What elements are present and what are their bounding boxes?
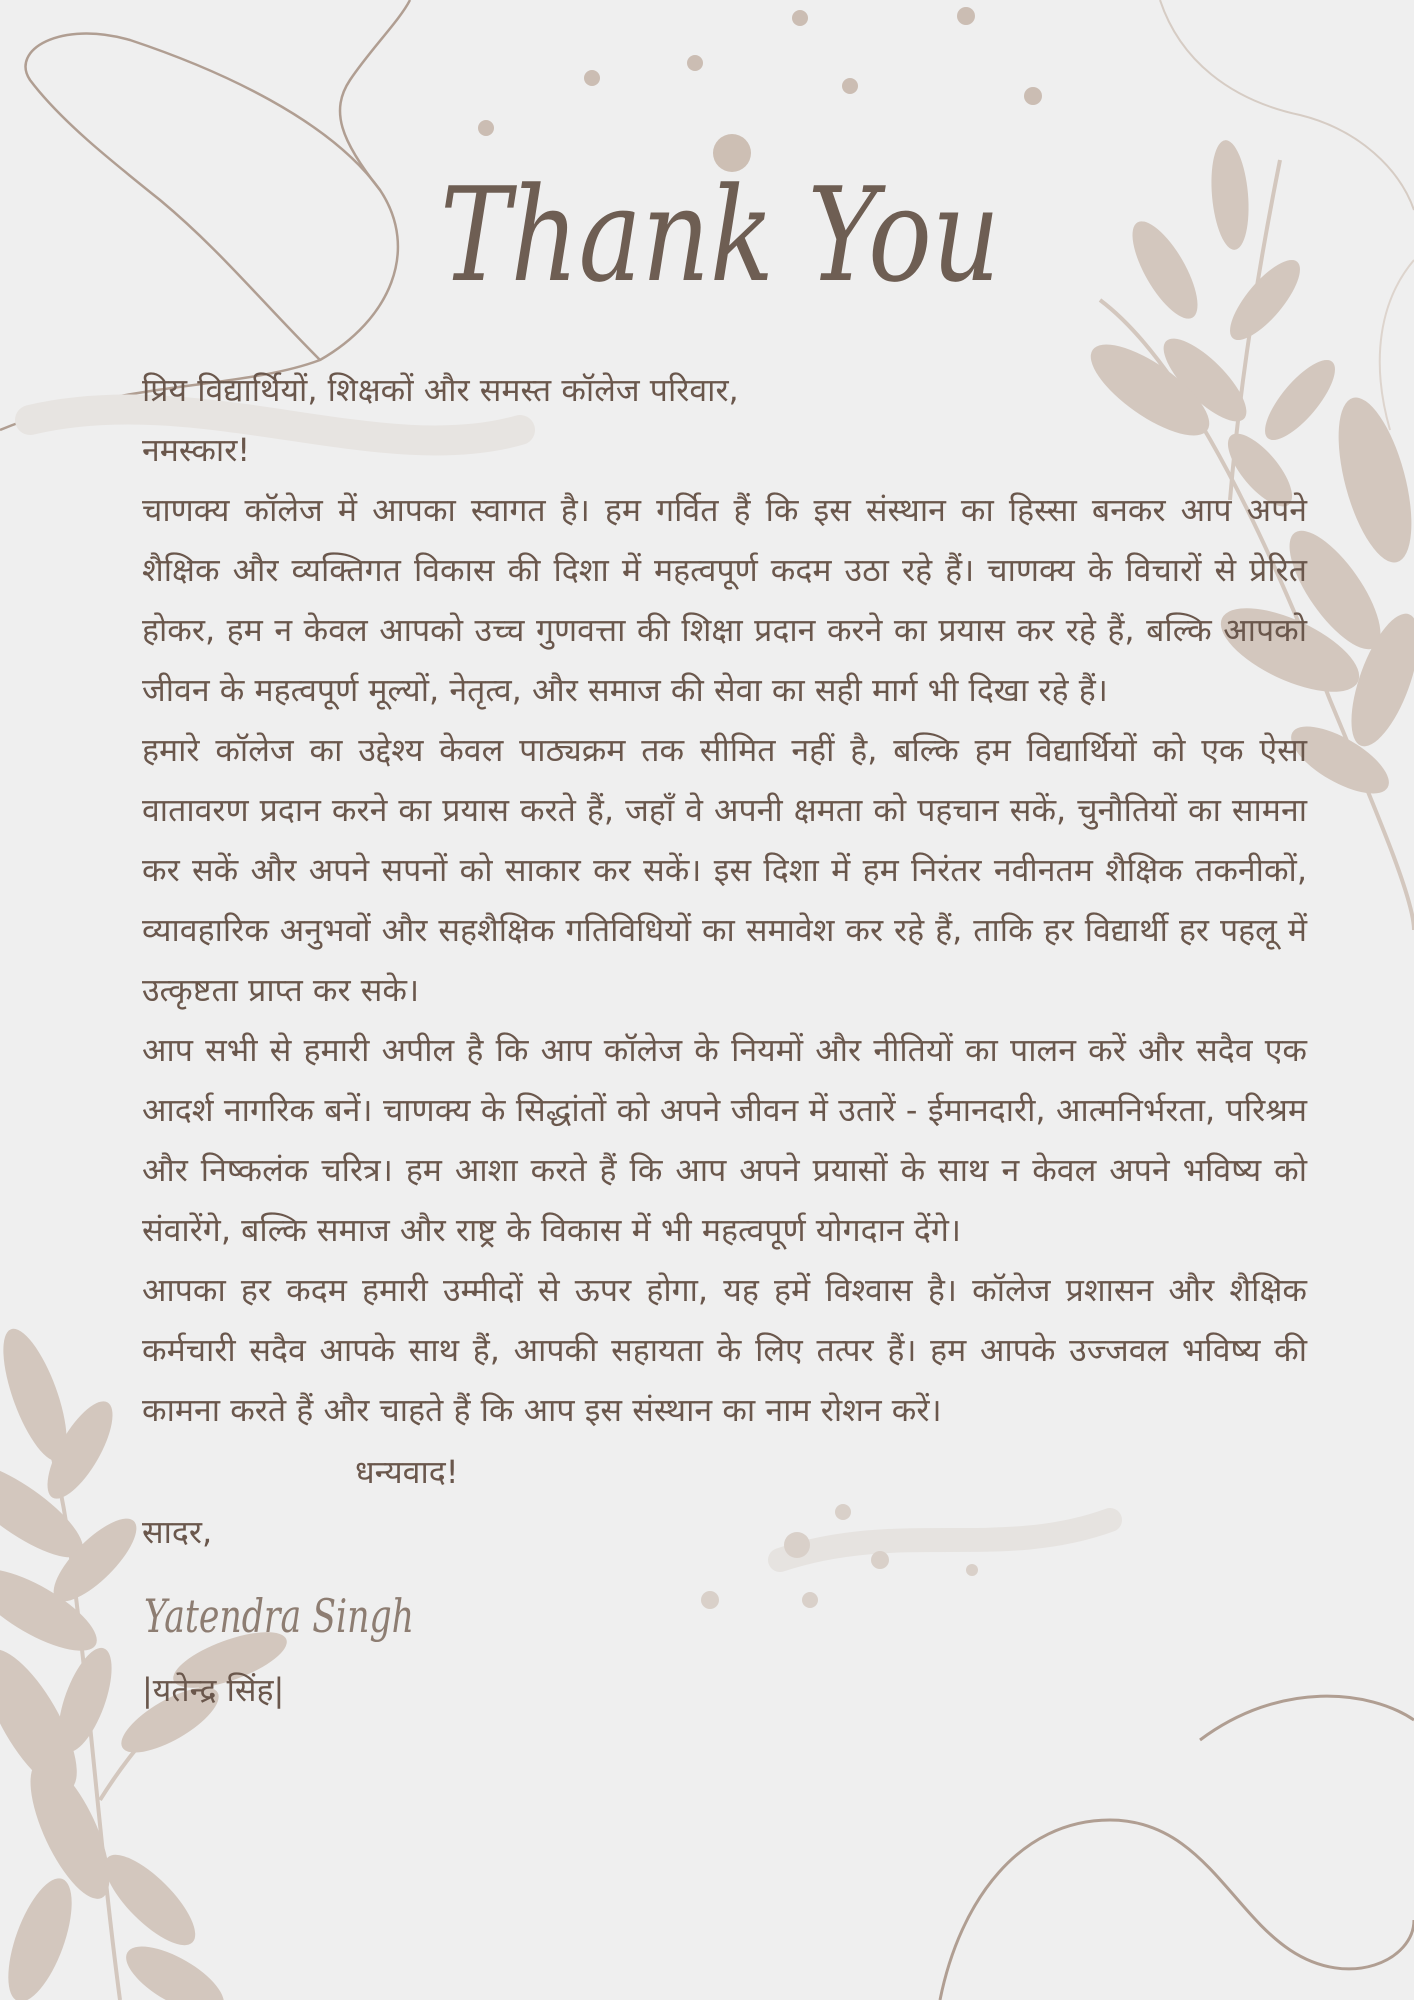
title-thank-you: [0, 90, 1414, 350]
title-text: Thank You: [440, 159, 1000, 311]
greeting: नमस्कार!: [142, 431, 251, 469]
paragraph-3: आप सभी से हमारी अपील है कि आप कॉलेज के नियमों और नीतियों का पालन करें और सदैव एक आदर्श नागरिक बनें। चाणक्य के सिद्धांतों को अपने जीवन में उतारें - ईमानदारी, आत्मनिर्भरता, परिश्रम और निष्कलंक चरित्र। हम आशा करते हैं कि आप अपने प्रयासों के साथ न केवल अपने भविष्य को संवारेंगे, बल्कि समाज और राष्ट्र के विकास में भी महत्वपूर्ण योगदान देंगे।: [142, 1031, 1307, 1249]
closing-line: सादर,: [142, 1513, 213, 1551]
paragraph-1: चाणक्य कॉलेज में आपका स्वागत है। हम गर्वित हैं कि इस संस्थान का हिस्सा बनकर आप अपने शैक्षिक और व्यक्तिगत विकास की दिशा में महत्वपूर्ण कदम उठा रहे हैं। चाणक्य के विचारों से प्रेरित होकर, हम न केवल आपको उच्च गुणवत्ता की शिक्षा प्रदान करने का प्रयास कर रहे हैं, बल्कि आपको जीवन के महत्वपूर्ण मूल्यों, नेतृत्व, और समाज की सेवा का सही मार्ग भी दिखा रहे हैं।: [142, 491, 1307, 709]
letter-body: [142, 360, 1307, 1720]
signature-text: Yatendra Singh: [144, 1589, 414, 1643]
paragraph-2: हमारे कॉलेज का उद्देश्य केवल पाठ्यक्रम तक सीमित नहीं है, बल्कि हम विद्यार्थियों को एक ऐसा वातावरण प्रदान करने का प्रयास करते हैं, जहाँ वे अपनी क्षमता को पहचान सकें, चुनौतियों का सामना कर सकें और अपने सपनों को साकार कर सकें। इस दिशा में हम निरंतर नवीनतम शैक्षिक तकनीकों, व्यावहारिक अनुभवों और सहशैक्षिक गतिविधियों का समावेश कर रहे हैं, ताकि हर विद्यार्थी हर पहलू में उत्कृष्टता प्राप्त कर सके।: [142, 731, 1307, 1009]
signer-name: |यतेन्द्र सिंह|: [142, 1671, 285, 1709]
swirl-line-bottom-right: [940, 1820, 1414, 2000]
paragraph-4: आपका हर कदम हमारी उम्मीदों से ऊपर होगा, यह हमें विश्वास है। कॉलेज प्रशासन और शैक्षिक कर्मचारी सदैव आपके साथ हैं, आपकी सहायता के लिए तत्पर हैं। हम आपके उज्जवल भविष्य की कामना करते हैं और चाहते हैं कि आप इस संस्थान का नाम रोशन करें।: [142, 1271, 1307, 1429]
thanks-line: धन्यवाद!: [355, 1453, 459, 1491]
signature: [142, 1562, 442, 1660]
salutation: प्रिय विद्यार्थियों, शिक्षकों और समस्त कॉलेज परिवार,: [142, 371, 739, 409]
